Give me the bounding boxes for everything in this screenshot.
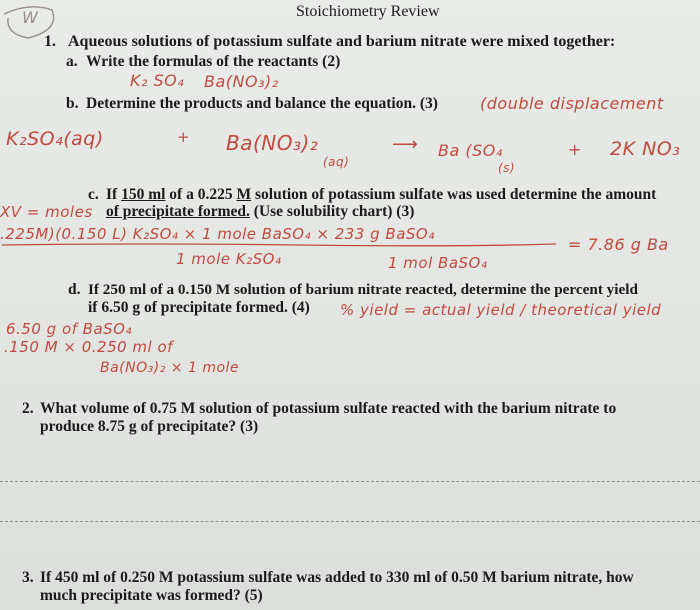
answer-b-plus-2: + — [568, 140, 582, 159]
answer-a-reactant-1: K₂ SO₄ — [130, 71, 185, 90]
q1c-line-1: If 150 ml of a 0.225 M solution of potassium sulfate was used determine the amount — [106, 186, 657, 203]
answer-d-line-1: 6.50 g of BaSO₄ — [6, 320, 133, 338]
answer-c-moles-note: XV = moles — [0, 203, 93, 221]
divider-1 — [0, 481, 700, 482]
answer-b-product-2: 2K NO₃ — [610, 138, 681, 160]
q1b-text: Determine the products and balance the equation. (3) — [86, 95, 438, 112]
answer-d-line-2: .150 M × 0.250 ml of — [4, 338, 173, 356]
q2-line-2: produce 8.75 g of precipitate? (3) — [40, 418, 259, 435]
q1a-label: a. — [66, 53, 78, 70]
answer-a-reactant-2: Ba(NO₃)₂ — [204, 72, 279, 91]
answer-b-solid: (s) — [498, 161, 516, 175]
answer-b-plus: + — [177, 128, 191, 146]
answer-b-reactant-2: Ba(NO₃)₂ — [226, 131, 319, 155]
answer-b-reactant-1: K₂SO₄(aq) — [6, 128, 104, 150]
divider-2 — [0, 521, 700, 522]
q1d-line-1: If 250 ml of a 0.150 M solution of barium nitrate reacted, determine the percent yield — [88, 281, 638, 298]
corner-mark: W — [22, 8, 39, 27]
answer-d-formula: % yield = actual yield / theoretical yield — [340, 301, 662, 319]
answer-b-product-1: Ba (SO₄ — [438, 141, 503, 160]
q2-number: 2. — [22, 400, 34, 417]
q1-number: 1. — [44, 33, 56, 50]
answer-b-arrow: ⟶ — [392, 134, 419, 155]
q3-line-2: much precipitate was formed? (5) — [40, 587, 263, 604]
answer-c-denominator-2: 1 mol BaSO₄ — [388, 254, 488, 272]
q1d-label: d. — [68, 281, 81, 298]
answer-d-line-3: Ba(NO₃)₂ × 1 mole — [100, 360, 240, 376]
q1b-label: b. — [66, 95, 79, 112]
q1d-line-2: if 6.50 g of precipitate formed. (4) — [88, 299, 310, 316]
q1c-line-2: of precipitate formed. (Use solubility chart) (3) — [106, 203, 415, 220]
q1a-text: Write the formulas of the reactants (2) — [86, 53, 341, 70]
q1-text: Aqueous solutions of potassium sulfate and barium nitrate were mixed together: — [68, 33, 616, 50]
answer-c-fraction-line — [0, 242, 560, 248]
answer-b-aq: (aq) — [323, 155, 350, 169]
q3-number: 3. — [22, 569, 34, 586]
q1c-label: c. — [88, 186, 99, 203]
answer-c-numerator: .225M)(0.150 L) K₂SO₄ × 1 mole BaSO₄ × 233 g BaSO₄ — [0, 225, 435, 243]
q2-line-1: What volume of 0.75 M solution of potassium sulfate reacted with the barium nitrate to — [40, 400, 617, 417]
answer-c-result: = 7.86 g Ba — [568, 235, 669, 254]
answer-b-note: (double displacement — [480, 94, 664, 113]
page-title: Stoichiometry Review — [296, 3, 440, 20]
q3-line-1: If 450 ml of 0.250 M potassium sulfate was added to 330 ml of 0.50 M barium nitrate, how — [40, 569, 634, 586]
answer-c-denominator-1: 1 mole K₂SO₄ — [176, 250, 282, 268]
